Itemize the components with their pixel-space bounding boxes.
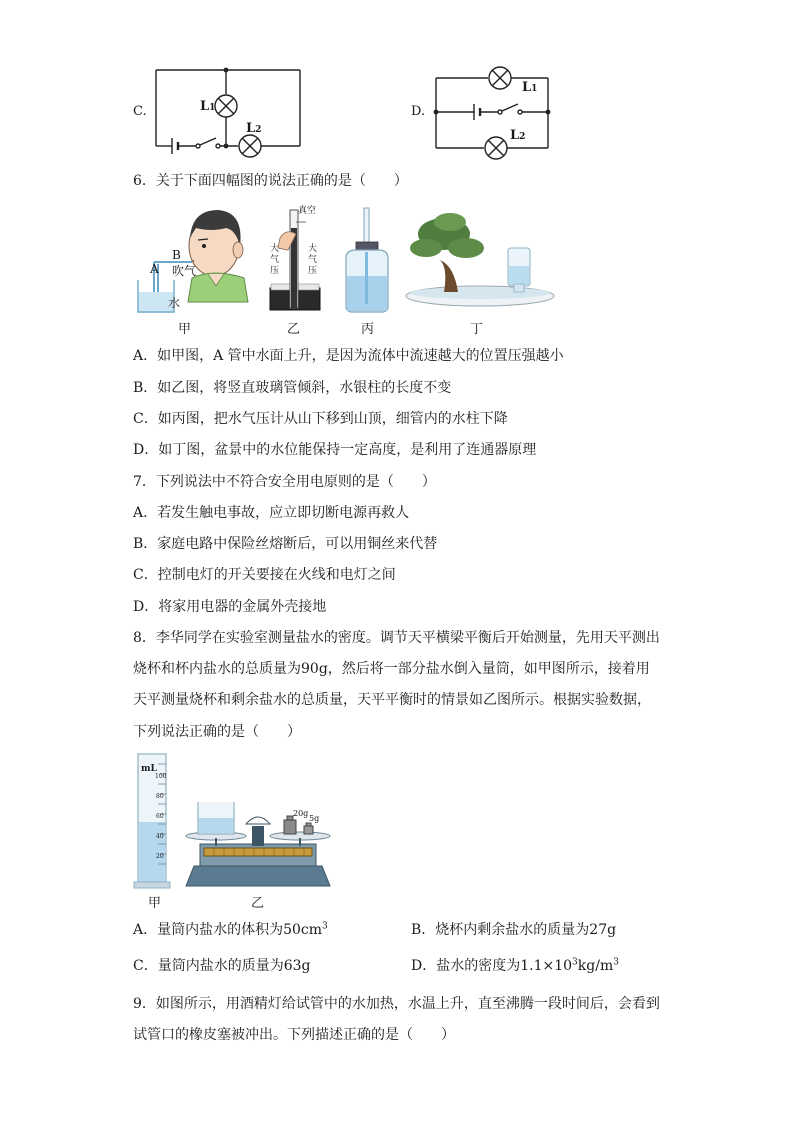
q8-cylinder-unit: mL [141, 764, 157, 774]
q8-option-c: C．量筒内盐水的质量为63g [133, 958, 311, 974]
q8-fig-caption-jia: 甲 [148, 896, 162, 911]
q8-stem-line1: 8．李华同学在实验室测量盐水的密度。调节天平横梁平衡后开始测量，先用天平测出 [133, 630, 660, 646]
q6-yi-label-daqiya-left: 大气压 [270, 244, 280, 276]
circuit-d-l1-label: L1 [522, 80, 538, 95]
q8-option-d: D．盐水的密度为$1.1\times 10^3kg/m^3$ [411, 957, 619, 974]
q6-fig-caption-ding: 丁 [470, 322, 484, 337]
q6-jia-label-shui: 水 [168, 296, 181, 310]
q7-option-d: D．将家用电器的金属外壳接地 [133, 599, 327, 615]
q6-fig-jia-boy-blowing [132, 202, 252, 314]
q8-cylinder-tick-60: 60 [156, 813, 164, 820]
q6-option-d: D．如丁图，盆景中的水位能保持一定高度，是利用了连通器原理 [133, 442, 537, 458]
q6-option-c: C．如丙图，把水气压计从山下移到山顶，细管内的水柱下降 [133, 411, 508, 427]
q6-yi-label-zhenkong: 真空 [298, 206, 317, 216]
q8-cylinder-tick-20: 20 [156, 853, 164, 860]
q6-jia-label-a: A [150, 262, 159, 276]
q6-option-b: B．如乙图，将竖直玻璃管倾斜，水银柱的长度不变 [133, 380, 452, 396]
circuit-c-diagram [150, 64, 310, 160]
q6-stem: 6．关于下面四幅图的说法正确的是（ ） [133, 173, 408, 189]
q7-option-b: B．家庭电路中保险丝熔断后，可以用铜丝来代替 [133, 536, 438, 552]
q8-fig-yi-balance [180, 796, 336, 892]
q8-fig-caption-yi: 乙 [251, 896, 265, 911]
q6-fig-bing-barometer [338, 206, 398, 314]
q8-stem-line2: 烧杯和杯内盐水的总质量为90g，然后将一部分盐水倒入量筒，如甲图所示，接着用 [133, 661, 650, 677]
q8-option-b: B．烧杯内剩余盐水的质量为27g [411, 922, 617, 938]
circuit-d-diagram [428, 64, 558, 160]
q8-cylinder-tick-40: 40 [156, 833, 164, 840]
q6-fig-ding-bonsai [404, 208, 560, 310]
q6-option-a: A．如甲图，A 管中水面上升，是因为流体中流速越大的位置压强越小 [133, 348, 564, 364]
q7-stem: 7．下列说法中不符合安全用电原则的是（ ） [133, 474, 436, 490]
q8-option-a: A．量筒内盐水的体积为$50cm^3$ [133, 921, 328, 938]
option-d-label: D. [411, 104, 426, 119]
q9-stem-line1: 9．如图所示，用酒精灯给试管中的水加热，水温上升，直至沸腾一段时间后，会看到 [133, 996, 660, 1012]
q8-weight-5g-label: 5g [309, 814, 320, 823]
q6-fig-caption-jia: 甲 [178, 322, 192, 337]
q8-stem-line3: 天平测量烧杯和剩余盐水的总质量，天平平衡时的情景如乙图所示。根据实验数据， [133, 692, 651, 708]
q7-option-c: C．控制电灯的开关要接在火线和电灯之间 [133, 567, 396, 583]
q6-jia-label-chuiqi: 吹气 [172, 264, 197, 278]
q6-fig-caption-yi: 乙 [287, 322, 301, 337]
option-c-label: C. [133, 104, 147, 119]
q8-stem-line4: 下列说法正确的是（ ） [133, 724, 301, 740]
q8-weight-20g-label: 20g [293, 809, 309, 818]
q8-cylinder-tick-80: 80 [156, 793, 164, 800]
q6-yi-label-daqiya-right: 大气压 [308, 244, 318, 276]
circuit-c-l1-label: L1 [200, 99, 216, 114]
q9-stem-line2: 试管口的橡皮塞被冲出。下列描述正确的是（ ） [133, 1027, 455, 1043]
circuit-d-l2-label: L2 [510, 128, 526, 143]
q8-cylinder-tick-100: 100 [155, 773, 167, 780]
q7-option-a: A．若发生触电事故，应立即切断电源再救人 [133, 505, 410, 521]
q6-jia-label-b: B [172, 248, 181, 262]
circuit-c-l2-label: L2 [246, 121, 262, 136]
q6-fig-caption-bing: 丙 [361, 322, 375, 337]
